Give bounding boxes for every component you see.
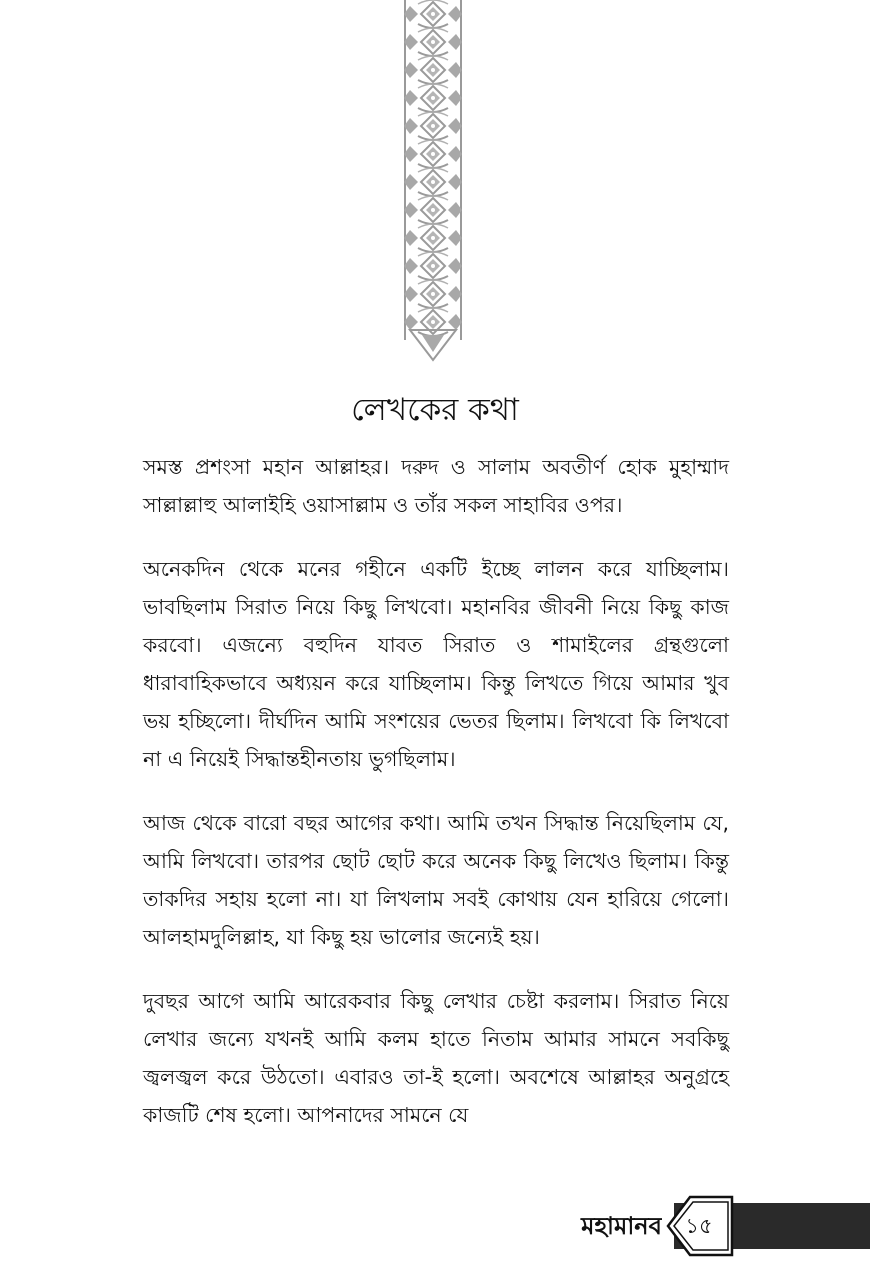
page-number: ১৫ bbox=[685, 1214, 713, 1238]
page-title: লেখকের কথা bbox=[351, 392, 519, 428]
book-title-logo: মহামানব bbox=[581, 1212, 662, 1240]
paragraph: আজ থেকে বারো বছর আগের কথা। আমি তখন সিদ্ধান্ত নিয়েছিলাম যে, আমি লিখবো। তারপর ছোট ছোট করে অনেক কিছু লিখেও ছিলাম। কিন্তু তাকদির সহায় হলো না। যা লিখলাম সবই কোথায় যেন হারিয়ে গেলো। আলহামদুলিল্লাহ, যা কিছু হয় ভালোর জন্যেই হয়। bbox=[143, 811, 729, 949]
floral-border-ornament-icon bbox=[402, 0, 464, 362]
body-text bbox=[143, 448, 729, 1160]
paragraph: দুবছর আগে আমি আরেকবার কিছু লেখার চেষ্টা করলাম। সিরাত নিয়ে লেখার জন্যে যখনই আমি কলম হাতে নিতাম আমার সামনে সবকিছু জ্বলজ্বল করে উঠতো। এবারও তা-ই হলো। অবশেষে আল্লাহর অনুগ্রহে কাজটি শেষ হলো। আপনাদের সামনে যে bbox=[143, 989, 729, 1127]
paragraph: সমস্ত প্রশংসা মহান আল্লাহর। দরুদ ও সালাম অবতীর্ণ হোক মুহাম্মাদ সাল্লাল্লাহু আলাইহি ওয়াসাল্লাম ও তাঁর সকল সাহাবির ওপর। bbox=[143, 455, 729, 517]
paragraph: অনেকদিন থেকে মনের গহীনে একটি ইচ্ছে লালন করে যাচ্ছিলাম। ভাবছিলাম সিরাত নিয়ে কিছু লিখবো। মহানবির জীবনী নিয়ে কিছু কাজ করবো। এজন্যে বহুদিন যাবত সিরাত ও শামাইলের গ্রন্থগুলো ধারাবাহিকভাবে অধ্যয়ন করে যাচ্ছিলাম। কিন্তু লিখতে গিয়ে আমার খুব ভয় হচ্ছিলো। দীর্ঘদিন আমি সংশয়ের ভেতর ছিলাম। লিখবো কি লিখবো না এ নিয়েই সিদ্ধান্তহীনতায় ভুগছিলাম। bbox=[143, 557, 729, 771]
